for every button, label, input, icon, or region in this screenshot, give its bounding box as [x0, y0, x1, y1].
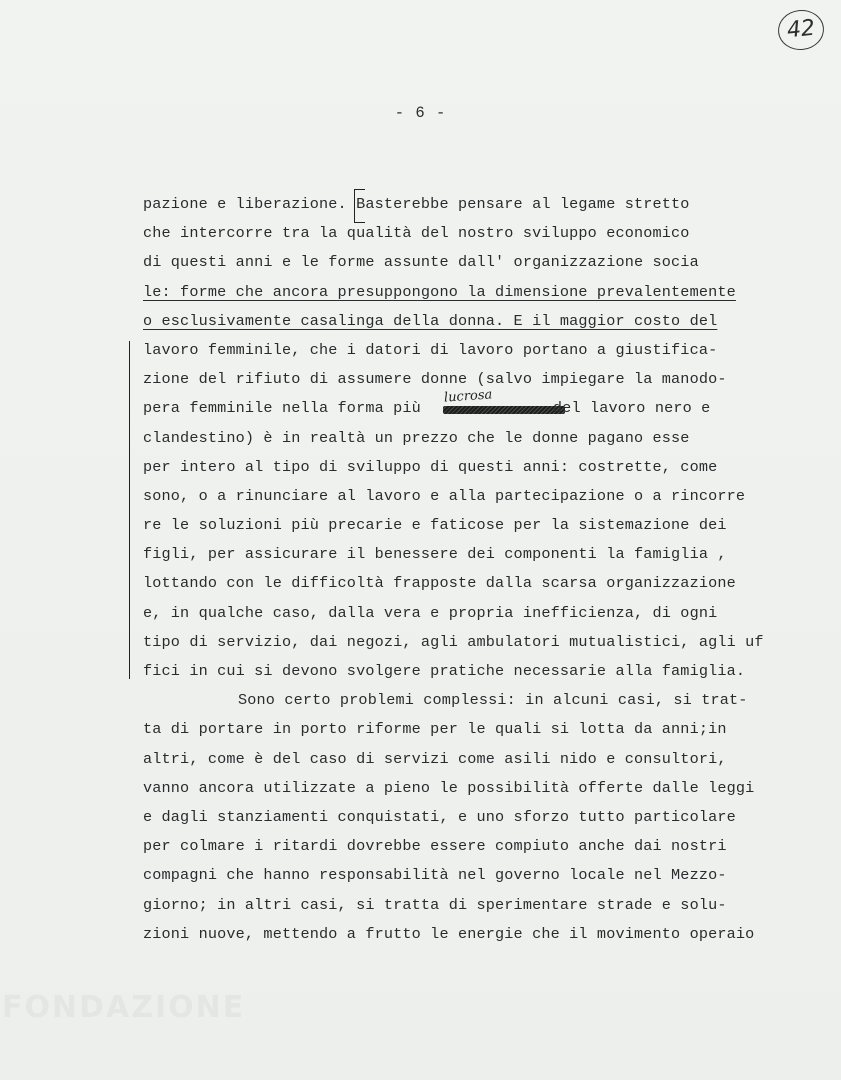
text-line: clandestino) è in realtà un prezzo che le donne pagano esse [143, 428, 690, 447]
text-line: lavoro femminile, che i datori di lavoro portano a giustifica- [143, 340, 718, 359]
text-line: compagni che hanno responsabilità nel governo locale nel Mezzo- [143, 866, 727, 885]
text-line: altri, come è del caso di servizi come asili nido e consultori, [143, 749, 727, 768]
text-line-indented: Sono certo problemi complessi: in alcuni casi, si trat- [238, 691, 748, 710]
handwritten-margin-bar [129, 341, 130, 679]
text-line: giorno; in altri casi, si tratta di sperimentare strade e solu- [143, 895, 727, 914]
page-number: - 6 - [394, 104, 447, 122]
text-line: zione del rifiuto di assumere donne (salvo impiegare la manodo- [143, 370, 727, 389]
text-line-with-correction [143, 394, 803, 423]
text-line: sono, o a rinunciare al lavoro e alla partecipazione o a rincorre [143, 486, 746, 505]
text-line: vanno ancora utilizzate a pieno le possibilità offerte dalle leggi [143, 778, 755, 797]
archive-watermark: FONDAZIONE [2, 990, 246, 1025]
text-line: pazione e liberazione. Basterebbe pensare al legame stretto [143, 195, 690, 213]
text-line: fici in cui si devono svolgere pratiche necessarie alla famiglia. [143, 662, 746, 680]
text-line: che intercorre tra la qualità del nostro sviluppo economico [143, 224, 690, 243]
typed-text-body [143, 190, 803, 949]
text-line: per colmare i ritardi dovrebbe essere compiuto anche dai nostri [143, 837, 727, 856]
text-line: per intero al tipo di sviluppo di questi anni: costrette, come [143, 457, 718, 476]
handwritten-correction: lucrosa [443, 387, 493, 406]
text-line: re le soluzioni più precarie e faticose per la sistemazione dei [143, 516, 727, 535]
text-line: ta di portare in porto riforme per le quali si lotta da anni;in [143, 720, 727, 739]
text-line-underlined: o esclusivamente casalinga della donna. E il maggior costo del [143, 311, 718, 330]
text-line: e dagli stanziamenti conquistati, e uno sforzo tutto particolare [143, 807, 736, 826]
text-line: tipo di servizio, dai negozi, agli ambulatori mutualistici, agli uf [143, 632, 764, 651]
text-line-underlined: le: forme che ancora presuppongono la dimensione prevalentemente [143, 282, 736, 301]
text-line: di questi anni e le forme assunte dall' organizzazione socia [143, 253, 699, 272]
text-line: lottando con le difficoltà frapposte dalla scarsa organizzazione [143, 574, 736, 593]
text-line: e, in qualche caso, dalla vera e propria inefficienza, di ogni [143, 603, 718, 622]
archive-page-stamp: 42 [776, 8, 826, 53]
text-line: zioni nuove, mettendo a frutto le energie che il movimento operaio [143, 924, 755, 943]
text-line-part: pera femminile nella forma più [143, 399, 421, 418]
text-line-part: del lavoro nero e [552, 399, 711, 418]
text-line: figli, per assicurare il benessere dei componenti la famiglia , [143, 545, 727, 564]
